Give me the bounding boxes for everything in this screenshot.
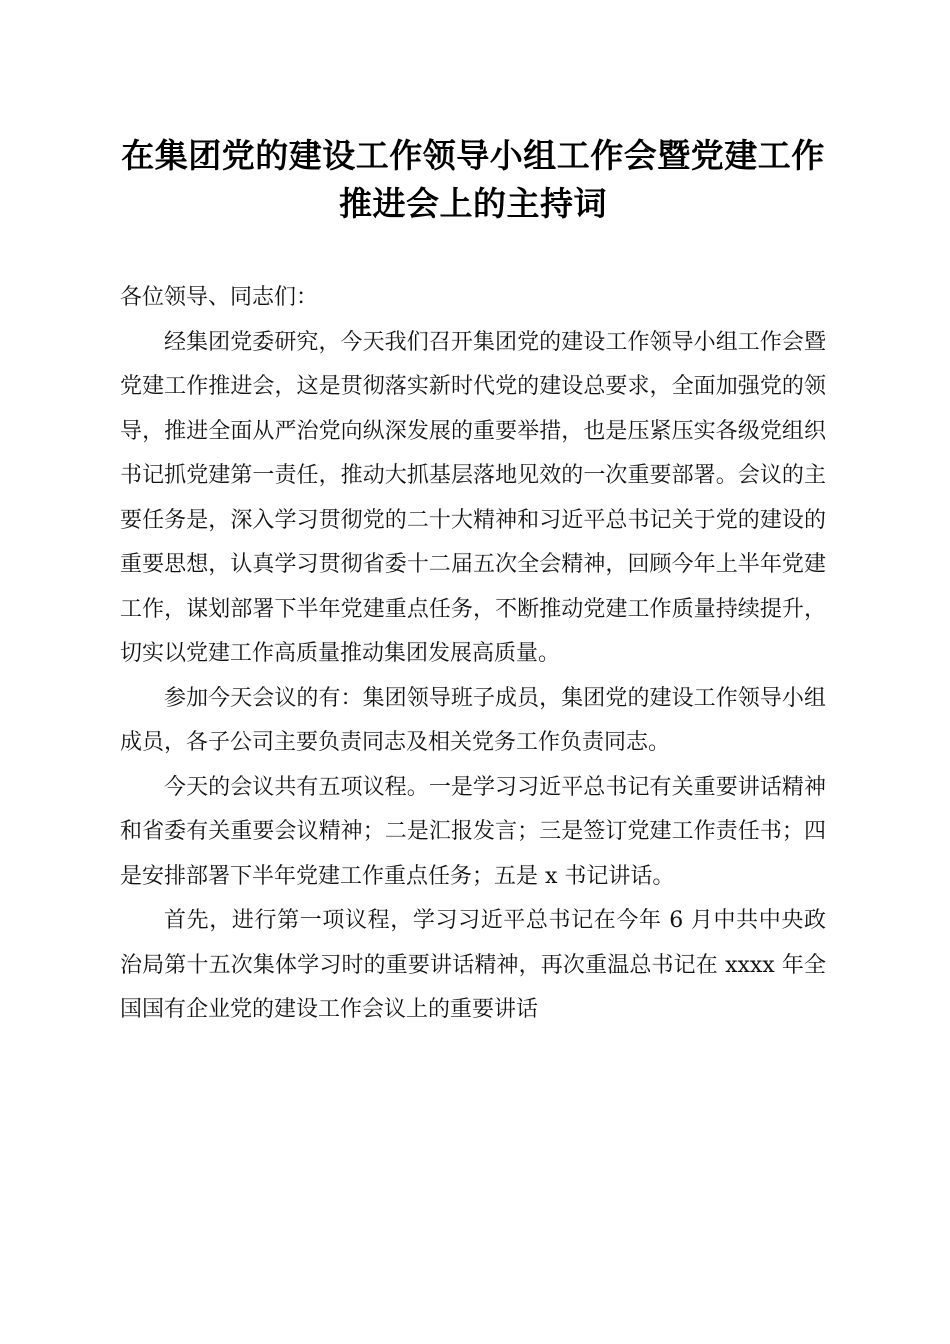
paragraph-first-item: 首先，进行第一项议程，学习习近平总书记在今年 6 月中共中央政治局第十五次集体学习时的重要讲话精神，再次重温总书记在 xxxx 年全国国有企业党的建设工作会议上的重要讲话: [120, 908, 826, 1022]
salutation: 各位领导、同志们：: [120, 285, 319, 310]
paragraph-attendees: 参加今天会议的有：集团领导班子成员，集团党的建设工作领导小组成员，各子公司主要负责同志及相关党务工作负责同志。: [120, 685, 826, 755]
document-page: [120, 132, 826, 1033]
document-title: 在集团党的建设工作领导小组工作会暨党建工作推进会上的主持词: [121, 136, 825, 223]
paragraph-opening: 经集团党委研究，今天我们召开集团党的建设工作领导小组工作会暨党建工作推进会，这是贯彻落实新时代党的建设总要求，全面加强党的领导，推进全面从严治党向纵深发展的重要举措，也是压紧压实各级党组织书记抓党建第一责任，推动大抓基层落地见效的一次重要部署。会议的主要任务是，深入学习贯彻党的二十大精神和习近平总书记关于党的建设的重要思想，认真学习贯彻省委十二届五次全会精神，回顾今年上半年党建工作，谋划部署下半年党建重点任务，不断推动党建工作质量持续提升，切实以党建工作高质量推动集团发展高质量。: [120, 329, 826, 666]
paragraph-agenda: 今天的会议共有五项议程。一是学习习近平总书记有关重要讲话精神和省委有关重要会议精神；二是汇报发言；三是签订党建工作责任书；四是安排部署下半年党建工作重点任务；五是 x 书记讲话。: [120, 774, 826, 889]
document-body: [120, 276, 826, 1033]
